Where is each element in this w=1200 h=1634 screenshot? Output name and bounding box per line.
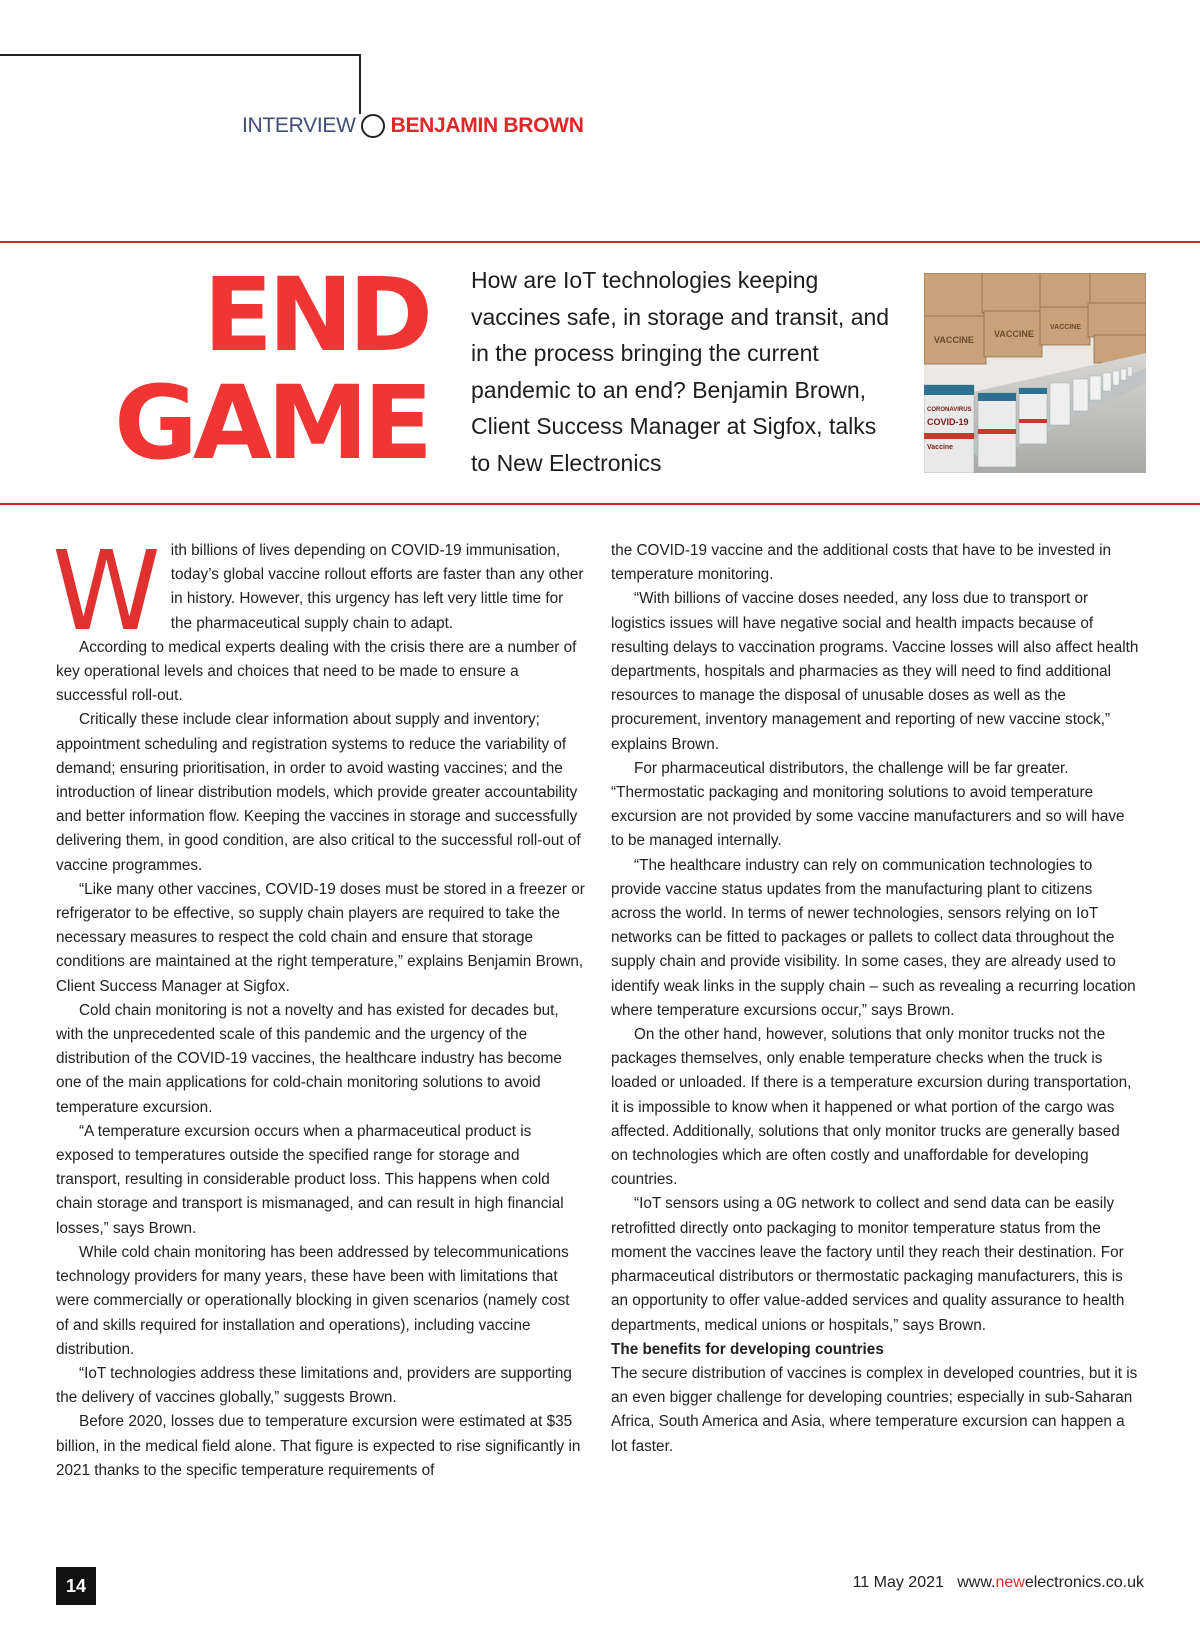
headline-line-1: END: [203, 256, 428, 375]
section-kicker: [242, 114, 584, 138]
article-paragraph: On the other hand, however, solutions that only monitor trucks not the packages themselves, only enable temperature checks when the truck is loaded or unloaded. If there is a temperature excursion during transportation, it is impossible to know when it happened or what portion of the cargo was affected. Additionally, solutions that only monitor trucks are generally based on technologies which are often costly and unaffordable for developing countries.: [611, 1026, 1132, 1189]
corner-line-vertical: [359, 54, 361, 114]
website-url[interactable]: www.newelectronics.co.uk: [957, 1574, 1144, 1591]
hero-image: [924, 273, 1146, 473]
article-paragraph: Before 2020, losses due to temperature excursion were estimated at $35 billion, in the medical field alone. That figure is expected to rise significantly in 2021 thanks to the specific temperature requirements of: [56, 1413, 581, 1479]
article-paragraph: The secure distribution of vaccines is complex in developed countries, but it is an even bigger challenge for developing countries; especially in sub-Saharan Africa, South America and Asia, where temperature excursion can happen a lot faster.: [611, 1364, 1138, 1455]
corner-line-horizontal: [0, 54, 361, 56]
headline-line-2: GAME: [114, 364, 428, 483]
article-paragraph: “Like many other vaccines, COVID-19 doses must be stored in a freezer or refrigerator to be effective, so supply chain players are required to take the necessary measures to respect the cold chain and ensure that storage conditions are maintained at the right temperature,” explains Benjamin Brown, Client Success Manager at Sigfox.: [56, 880, 585, 995]
headline: [68, 256, 428, 483]
vaccine-warehouse-illustration: [924, 273, 1146, 473]
article-paragraph: the COVID-19 vaccine and the additional costs that have to be invested in temperature monitoring.: [611, 542, 1112, 584]
svg-text:COVID-19: COVID-19: [927, 417, 969, 427]
paragraph-text: ith billions of lives depending on COVID-19 immunisation, today’s global vaccine rollout efforts are faster than any other in history. However, this urgency has left very little time for the pharmaceutical supply chain to adapt.: [170, 542, 584, 632]
article-paragraph: “The healthcare industry can rely on communication technologies to provide vaccine status updates from the manufacturing plant to citizens across the world. In terms of newer technologies, sensors relying on IoT networks can be fitted to packages or pallets to collect data throughout the supply chain and provide visibility. In some cases, they are already used to identify weak links in the supply chain – such as revealing a recurring location where temperature excursions occur,” says Brown.: [611, 856, 1136, 1019]
standfirst: How are IoT technologies keeping vaccines safe, in storage and transit, and in the process bringing the current pandemic to an end? Benjamin Brown, Client Success Manager at Sigfox, talks to New Electronics: [471, 267, 890, 476]
article-paragraph: “With billions of vaccine doses needed, any loss due to transport or logistics issues will have negative social and health impacts because of resulting delays to vaccination programs. Vaccine losses will also affect health departments, hospitals and pharmacies as they will need to find additional resources to manage the disposal of unusable doses as well as the procurement, inventory management and reporting of new vaccine stock,” explains Brown.: [611, 590, 1139, 753]
article-paragraph: “IoT technologies address these limitations and, providers are supporting the delivery of vaccines globally,” suggests Brown.: [56, 1364, 572, 1407]
ring-icon: [361, 114, 385, 138]
svg-text:VACCINE: VACCINE: [934, 335, 974, 345]
svg-text:CORONAVIRUS: CORONAVIRUS: [927, 407, 972, 413]
top-red-rule: [0, 241, 1200, 243]
article-paragraph: [52, 527, 586, 655]
article-column-left: [52, 527, 586, 1483]
page-number: 14: [56, 1567, 96, 1605]
article-paragraph: Critically these include clear information about supply and inventory; appointment scheduling and registration systems to reduce the variability of demand; ensuring prioritisation, in order to avoid wasting vaccines; and the introduction of linear distribution models, which provide greater accountability and better information flow. Keeping the vaccines in storage and successfully delivering them, in good condition, are also critical to the successful roll-out of vaccine programmes.: [56, 711, 581, 874]
article-paragraph: Cold chain monitoring is not a novelty and has existed for decades but, with the unprecedented scale of this pandemic and the urgency of the distribution of the COVID-19 vaccines, the healthcare industry has become one of the main applications for cold-chain monitoring solutions to avoid temperature excursion.: [56, 1001, 562, 1116]
article-paragraph: For pharmaceutical distributors, the challenge will be far greater. “Thermostatic packaging and monitoring solutions to avoid temperature excursion are not provided by some vaccine manufacturers and so will have to be managed internally.: [611, 759, 1125, 850]
article-paragraph: “IoT sensors using a 0G network to collect and send data can be easily retrofitted directly onto packaging to monitor temperature status from the moment the vaccines leave the factory until they reach their destination. For pharmaceutical distributors or thermostatic packaging manufacturers, this is an opportunity to offer value-added services and quality assurance to health departments, medical unions or hospitals,” says Brown.: [611, 1195, 1125, 1334]
article-paragraph: According to medical experts dealing with the crisis there are a number of key operational levels and choices that need to be made to ensure a successful roll-out.: [56, 638, 577, 705]
interviewee-name: BENJAMIN BROWN: [390, 114, 584, 137]
article-paragraph: While cold chain monitoring has been addressed by telecommunications technology providers for many years, these have been with limitations that were commercially or operationally blocking in given scenarios (namely cost of and skills required for installation and operations), including vaccine distribution.: [56, 1243, 570, 1358]
article-column-right: [611, 539, 1141, 1459]
svg-text:Vaccine: Vaccine: [927, 444, 954, 451]
article-paragraph: “A temperature excursion occurs when a pharmaceutical product is exposed to temperatures outside the specified range for storage and transport, resulting in considerable product loss. This happens when cold chain storage and transport is mismanaged, and can result in high financial losses,” says Brown.: [56, 1122, 564, 1237]
page-footer: [853, 1574, 1144, 1592]
issue-date: 11 May 2021: [852, 1574, 944, 1591]
svg-text:VACCINE: VACCINE: [994, 329, 1034, 339]
section-label: INTERVIEW: [242, 114, 356, 137]
section-subheading: The benefits for developing countries: [611, 1340, 884, 1358]
drop-cap: W: [52, 527, 161, 655]
bottom-red-rule: [0, 503, 1200, 505]
svg-text:VACCINE: VACCINE: [1050, 324, 1081, 331]
